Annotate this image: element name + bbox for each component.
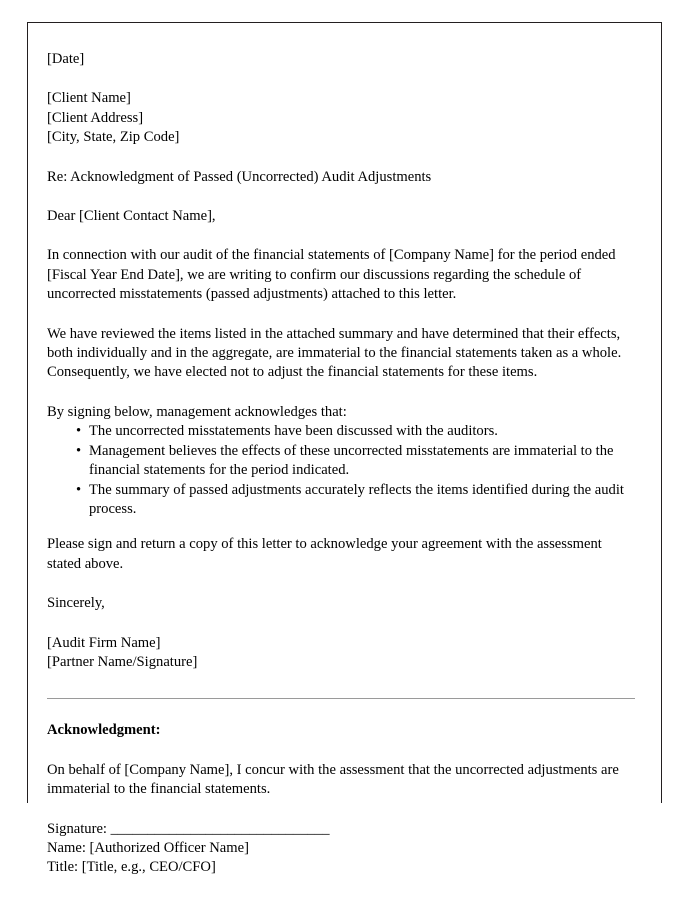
letter-body	[47, 50, 635, 878]
officer-title-line: Title: [Title, e.g., CEO/CFO]	[47, 859, 216, 876]
recipient-name: [Client Name]	[47, 90, 131, 107]
bullet-marker-icon: •	[76, 423, 82, 440]
bullet-marker-icon: •	[76, 442, 82, 459]
officer-name-line: Name: [Authorized Officer Name]	[47, 839, 249, 856]
signature-block	[47, 820, 635, 878]
recipient-address-block	[47, 89, 635, 147]
list-item-text: The summary of passed adjustments accurately reflects the items identified during the audit process.	[89, 481, 624, 517]
closing-request: Please sign and return a copy of this letter to acknowledge your agreement with the assessment stated above.	[47, 536, 602, 572]
salutation: Dear [Client Contact Name],	[47, 208, 216, 225]
signature-field-line[interactable]: Signature: ______________________________	[47, 820, 330, 837]
recipient-address: [Client Address]	[47, 109, 144, 126]
list-item-text: Management believes the effects of these uncorrected misstatements are immaterial to the financial statements for the period indicated.	[89, 442, 614, 479]
acknowledgment-statement: On behalf of [Company Name], I concur with the assessment that the uncorrected adjustments are immaterial to the financial statements.	[47, 761, 619, 798]
letter-date: [Date]	[47, 51, 85, 67]
list-item	[47, 422, 635, 441]
audit-firm-name: [Audit Firm Name]	[47, 634, 161, 651]
paragraph-materiality-determination: We have reviewed the items listed in the attached summary and have determined that their effects, both individually and in the aggregate, are immaterial to the financial statements taken as a whole. Consequently, we have elected not to adjust the financial statements for these items.	[47, 325, 622, 381]
bullet-marker-icon: •	[76, 481, 82, 498]
subject-line: Re: Acknowledgment of Passed (Uncorrected) Audit Adjustments	[47, 168, 432, 185]
document-page	[27, 22, 662, 876]
valediction: Sincerely,	[47, 595, 105, 612]
list-item	[47, 481, 635, 520]
section-divider	[47, 698, 635, 699]
list-intro: By signing below, management acknowledges that:	[47, 403, 347, 420]
recipient-city-state-zip: [City, State, Zip Code]	[47, 129, 180, 146]
acknowledgment-heading: Acknowledgment:	[47, 722, 161, 739]
paragraph-audit-context: In connection with our audit of the financial statements of [Company Name] for the period ended [Fiscal Year End Date], we are writing to confirm our discussions regarding the schedule of uncorrected misstatements (passed adjustments) attached to this letter.	[47, 247, 616, 303]
page-content	[47, 23, 635, 878]
list-item	[47, 442, 635, 481]
partner-name-signature: [Partner Name/Signature]	[47, 653, 198, 670]
signer-block	[47, 634, 635, 673]
acknowledgment-bullet-list	[47, 422, 635, 519]
list-item-text: The uncorrected misstatements have been discussed with the auditors.	[89, 423, 498, 440]
